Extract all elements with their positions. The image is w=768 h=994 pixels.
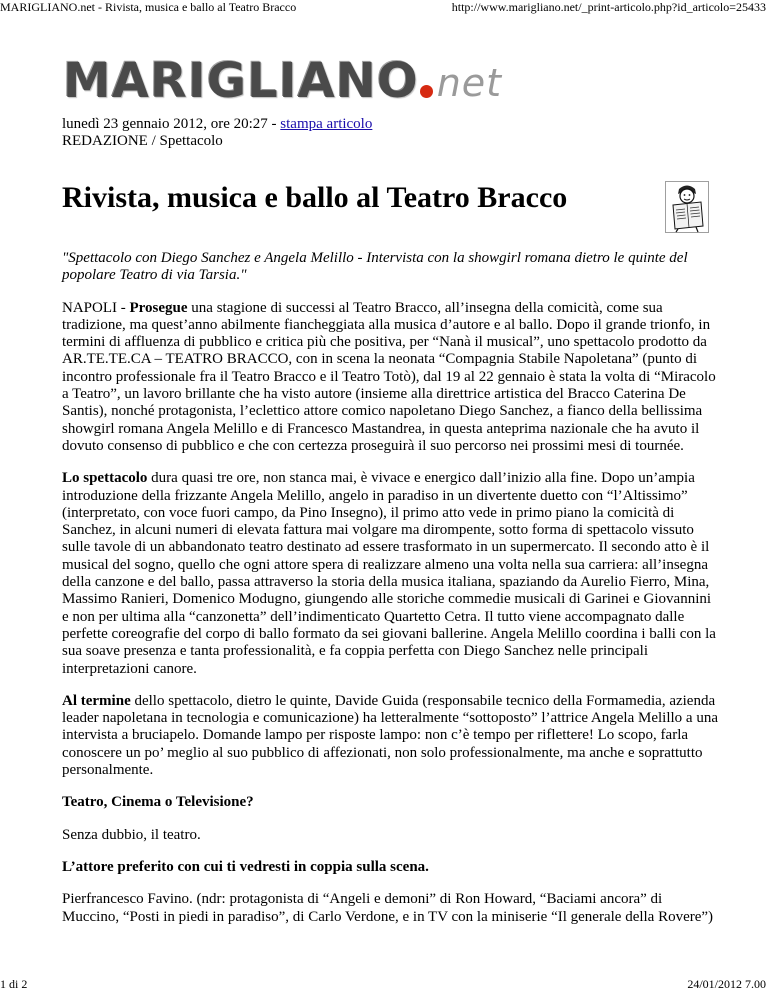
- paragraph-3: [62, 693, 718, 779]
- logo-wordmark: MARIGLIANO: [62, 52, 418, 108]
- print-datetime: 24/01/2012 7.00: [687, 977, 766, 991]
- publish-date: lunedì 23 gennaio 2012, ore 20:27 -: [62, 116, 281, 132]
- interview-answer-2: Pierfrancesco Favino. (ndr: protagonista di “Angeli e demoni” di Ron Howard, “Baciami ancora” di Muccino, “Posti in piedi in paradiso”, di Carlo Verdone, e in TV con la miniserie “Il generale della Rovere”): [62, 891, 714, 925]
- interview-answer-1: Senza dubbio, il teatro.: [62, 826, 201, 843]
- lead-bold: Lo spettacolo: [62, 470, 148, 487]
- browser-page-url: http://www.marigliano.net/_print-articolo.php?id_articolo=25433: [451, 0, 766, 14]
- paragraph-1: [62, 300, 718, 456]
- site-logo[interactable]: [62, 48, 582, 108]
- byline: REDAZIONE / Spettacolo: [62, 133, 223, 149]
- question-text: Teatro, Cinema o Televisione?: [62, 794, 254, 811]
- article-body: [62, 250, 718, 941]
- paragraph-text: dura quasi tre ore, non stanca mai, è vivace e energico dall’inizio alla fine. Dopo un’ampia introduzione della frizzante Angela Melillo, angelo in paradiso in un divertente duetto con “l’Altissimo” (interpretato, con voce fuori campo, da Pino Insegno), il primo atto vede in primo piano la comicità di Sanchez, in alcuni numeri di elevata fattura mai volgare ma dirompente, sotto forma di spettacolo vissuto sulle tavole di un abbandonato teatro destinato ad essere trasformato in un supermercato. Il secondo atto è il musical del sogno, quello che ogni attore spera di realizzare almeno una volta nella sua carriera: all’insegna della canzone e del ballo, passa attraverso la storia della musica italiana, spaziando da Aurelio Fierro, Mina, Massimo Ranieri, Domenico Modugno, giungendo alle storiche commedie musicali di Garinei e Giovannini e non per ultima alla “canzonetta” dell’indimenticato Quartetto Cetra. Il tutto viene accompagnato dalle perfette coreografie del corpo di ballo formato da sei giovani ballerine. Angela Melillo coordina i balli con la sua soave presenza e tanta professionalità, e fa coppia perfetta con Diego Sanchez nelle principali interpretazioni canore.: [62, 470, 716, 677]
- browser-page-title: MARIGLIANO.net - Rivista, musica e ballo al Teatro Bracco: [0, 0, 297, 14]
- lead-bold: Prosegue: [129, 299, 188, 316]
- paragraph-text: dello spettacolo, dietro le quinte, Davide Guida (responsabile tecnico della Formamedia, azienda leader napoletana in tecnologia e comunicazione) ha letteralmente “sottoposto” l’attrice Angela Melillo a una intervista a bruciapelo. Domande lampo per risposte lampo: non c’è tempo per riflettere! Lo scopo, farla conoscere un po’ meglio al suo pubblico di affezionati, non solo professionalmente, ma anche e soprattutto personalmente.: [62, 692, 718, 779]
- article-subtitle: "Spettacolo con Diego Sanchez e Angela Melillo - Intervista con la showgirl romana dietro le quinte del popolare Teatro di via Tarsia.": [62, 250, 688, 284]
- interview-question-2: [62, 859, 718, 876]
- paragraph-2: [62, 470, 718, 678]
- newspaper-reader-icon: [665, 181, 709, 233]
- lead-bold: Al termine: [62, 692, 131, 709]
- question-text: L’attore preferito con cui ti vedresti in coppia sulla scena.: [62, 858, 429, 875]
- page-counter: 1 di 2: [0, 977, 28, 991]
- logo-dot-icon: [420, 85, 433, 98]
- interview-question-1: [62, 794, 718, 811]
- article-meta: [62, 116, 372, 150]
- dateline: NAPOLI -: [62, 299, 130, 316]
- date-line: [62, 116, 372, 133]
- logo-suffix: net: [436, 61, 503, 105]
- article-title: Rivista, musica e ballo al Teatro Bracco: [62, 181, 568, 214]
- print-article-link[interactable]: stampa articolo: [280, 116, 373, 132]
- paragraph-text: una stagione di successi al Teatro Bracco, all’insegna della comicità, come sua tradizione, ma quest’anno abilmente fiancheggiata alla musica d’autore e al ballo. Dopo il grande trionfo, in termini di affluenza di pubblico e critica più che positiva, per “Nanà il musical”, uno spettacolo prodotto da AR.TE.TE.CA – TEATRO BRACCO, con in scena la neonata “Compagnia Stabile Napoletana” (punto di incontro professionale fra il Teatro Bracco e il Teatro Totò), dal 19 al 22 gennaio è stata la volta di “Miracolo a Teatro”, un lavoro brillante che ha visto autore (insieme alla direttrice artistica del Bracco Caterina De Santis), nonché protagonista, l’eclettico attore comico napoletano Diego Sanchez, a fianco della bellissima showgirl romana Angela Melillo e di Francesco Mastandrea, in questa anteprima nazionale che ha avuto il dovuto consenso di pubblico e che con certezza proseguirà il suo percorso nei prossimi mesi di tournée.: [62, 299, 716, 454]
